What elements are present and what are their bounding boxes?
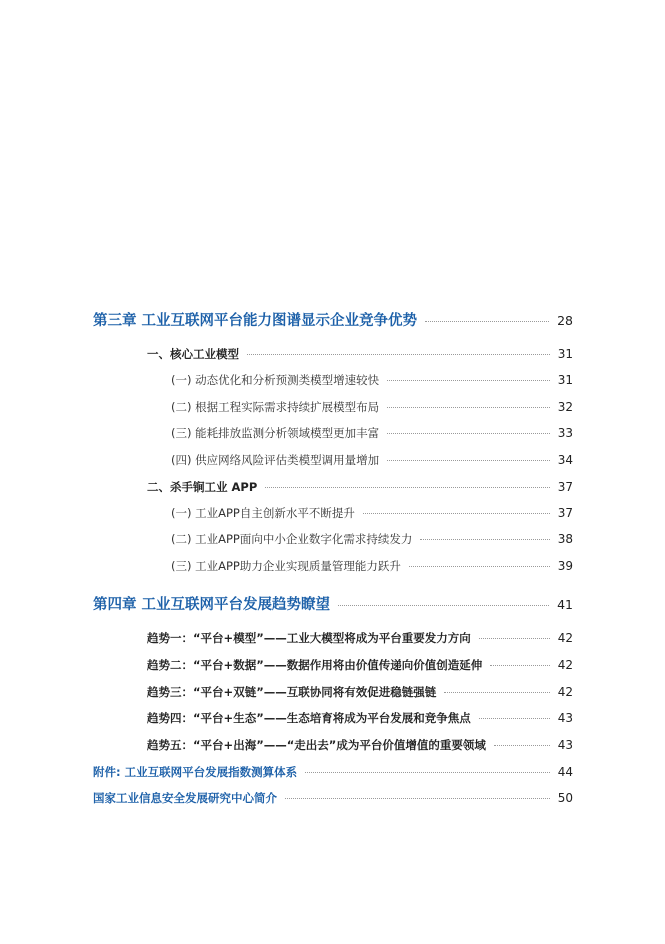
toc-page-number: 50 [557,791,573,805]
toc-page-number: 44 [557,765,573,779]
toc-entry-title: (三) 能耗排放监测分析领域模型更加丰富 [171,426,380,440]
toc-entry-title: 国家工业信息安全发展研究中心简介 [93,791,277,805]
toc-entry-title: 二、杀手锏工业 APP [147,480,258,494]
toc-entry-title: 第四章 工业互联网平台发展趋势瞭望 [93,597,331,613]
toc-entry-title: (二) 工业APP面向中小企业数字化需求持续发力 [171,532,413,546]
toc-trend-3[interactable] [147,684,573,700]
toc-page-number: 37 [557,480,573,494]
toc-about-center[interactable] [93,790,573,806]
toc-page-number: 32 [557,400,573,414]
toc-leader-dots [420,539,549,540]
toc-entry-title: (四) 供应网络风险评估类模型调用量增加 [171,453,380,467]
toc-appendix[interactable] [93,764,573,780]
toc-leader-dots [479,638,550,639]
toc-page-number: 31 [557,347,573,361]
toc-subsection-2-2[interactable] [171,531,573,547]
toc-page-number: 41 [557,597,573,612]
toc-entry-title: 一、核心工业模型 [147,347,239,361]
toc-entry-title: (二) 根据工程实际需求持续扩展模型布局 [171,400,380,414]
toc-leader-dots [265,487,549,488]
toc-leader-dots [305,772,550,773]
toc-subsection-2-1[interactable] [171,505,573,521]
toc-leader-dots [479,718,550,719]
toc-leader-dots [387,460,550,461]
toc-page-number: 42 [557,685,573,699]
toc-entry-title: 趋势一：“平台+模型”——工业大模型将成为平台重要发力方向 [147,631,471,645]
toc-page-number: 42 [557,631,573,645]
toc-leader-dots [338,605,549,606]
toc-chapter-4[interactable] [93,593,573,614]
toc-leader-dots [409,566,550,567]
toc-leader-dots [444,692,549,693]
toc-page-number: 37 [557,506,573,520]
toc-page-number: 42 [557,658,573,672]
toc-leader-dots [387,407,550,408]
toc-leader-dots [490,665,549,666]
toc-page-number: 43 [557,711,573,725]
toc-page-number: 39 [557,559,573,573]
toc-entry-title: (一) 工业APP自主创新水平不断提升 [171,506,355,520]
toc-subsection-1-4[interactable] [171,452,573,468]
toc-trend-4[interactable] [147,710,573,726]
toc-leader-dots [363,513,550,514]
toc-entry-title: 趋势五：“平台+出海”——“走出去”成为平台价值增值的重要领域 [147,738,486,752]
toc-subsection-1-3[interactable] [171,425,573,441]
toc-section-2[interactable] [147,479,573,495]
toc-subsection-2-3[interactable] [171,558,573,574]
toc-page-number: 31 [557,373,573,387]
toc-page-number: 28 [557,313,573,328]
toc-entry-title: 附件: 工业互联网平台发展指数测算体系 [93,765,298,779]
toc-leader-dots [247,354,550,355]
toc-chapter-3[interactable] [93,309,573,330]
toc-trend-2[interactable] [147,657,573,673]
toc-entry-title: 趋势三：“平台+双链”——互联协同将有效促进稳链强链 [147,685,437,699]
toc-page-number: 34 [557,453,573,467]
toc-subsection-1-1[interactable] [171,372,573,388]
toc-leader-dots [387,433,550,434]
toc-page-number: 43 [557,738,573,752]
toc-page-number: 33 [557,426,573,440]
toc-subsection-1-2[interactable] [171,399,573,415]
toc-entry-title: (三) 工业APP助力企业实现质量管理能力跃升 [171,559,401,573]
toc-page-number: 38 [557,532,573,546]
toc-leader-dots [285,798,550,799]
toc-trend-1[interactable] [147,630,573,646]
toc-trend-5[interactable] [147,737,573,753]
toc-section-1[interactable] [147,346,573,362]
toc-entry-title: 第三章 工业互联网平台能力图谱显示企业竞争优势 [93,313,418,329]
toc-entry-title: 趋势二：“平台+数据”——数据作用将由价值传递向价值创造延伸 [147,658,483,672]
toc-leader-dots [387,380,550,381]
toc-leader-dots [494,745,550,746]
toc-entry-title: 趋势四：“平台+生态”——生态培育将成为平台发展和竞争焦点 [147,711,471,725]
toc-leader-dots [425,321,549,322]
toc-entry-title: (一) 动态优化和分析预测类模型增速较快 [171,373,380,387]
